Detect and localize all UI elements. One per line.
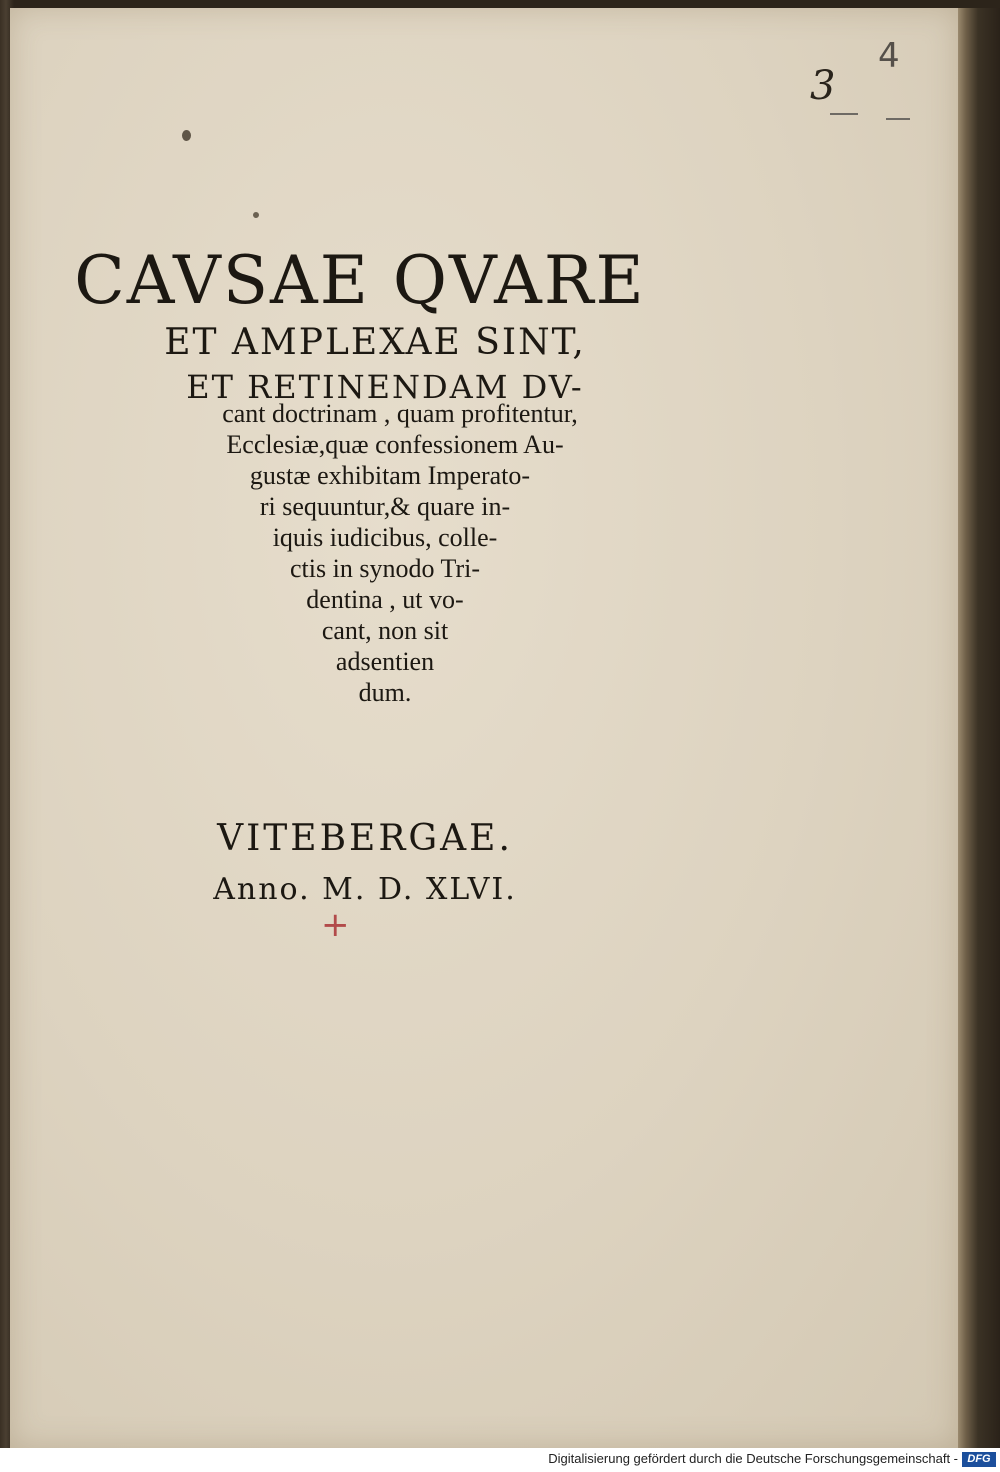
ink-spot [182,130,191,141]
title-page [10,8,958,1448]
title-line: CAVSAE QVARE [74,242,646,319]
text-line: iquis iudicibus, colle- [272,523,498,552]
title-line: ET AMPLEXAE SINT, [164,322,586,363]
title-line: ET RETINENDAM DV- [186,368,584,406]
imprint [150,814,580,912]
imprint-city: VITEBERGAE. [217,818,513,859]
pencil-dash [830,113,858,115]
text-line: adsentien [335,647,435,676]
text-line: ctis in synodo Tri- [290,554,480,583]
text-line: ri sequuntur,& quare in- [259,492,511,521]
imprint-year: Anno. M. D. XLVI. [213,872,517,907]
ink-spot [253,212,259,218]
dfg-logo: DFG [962,1452,996,1467]
text-line: cant doctrinam , quam profitentur, [222,399,578,428]
red-cross-mark: + [321,905,350,945]
text-line: Ecclesiæ,quæ confessionem Au- [226,430,564,459]
folio-number: 3 [810,63,836,109]
funding-credit: Digitalisierung gefördert durch die Deutsche Forschungsgemeinschaft - [548,1451,958,1466]
text-line: cant, non sit [321,616,449,645]
title-continuation [120,398,640,708]
digitization-footer [0,1448,1000,1472]
pencil-dash [886,118,910,120]
text-line: gustæ exhibitam Imperato- [249,461,531,490]
text-line: dentina , ut vo- [306,585,464,614]
text-line: dum. [358,678,412,707]
page-edge [958,8,1000,1448]
book-title [10,241,710,409]
pencil-number: 4 [878,36,900,76]
